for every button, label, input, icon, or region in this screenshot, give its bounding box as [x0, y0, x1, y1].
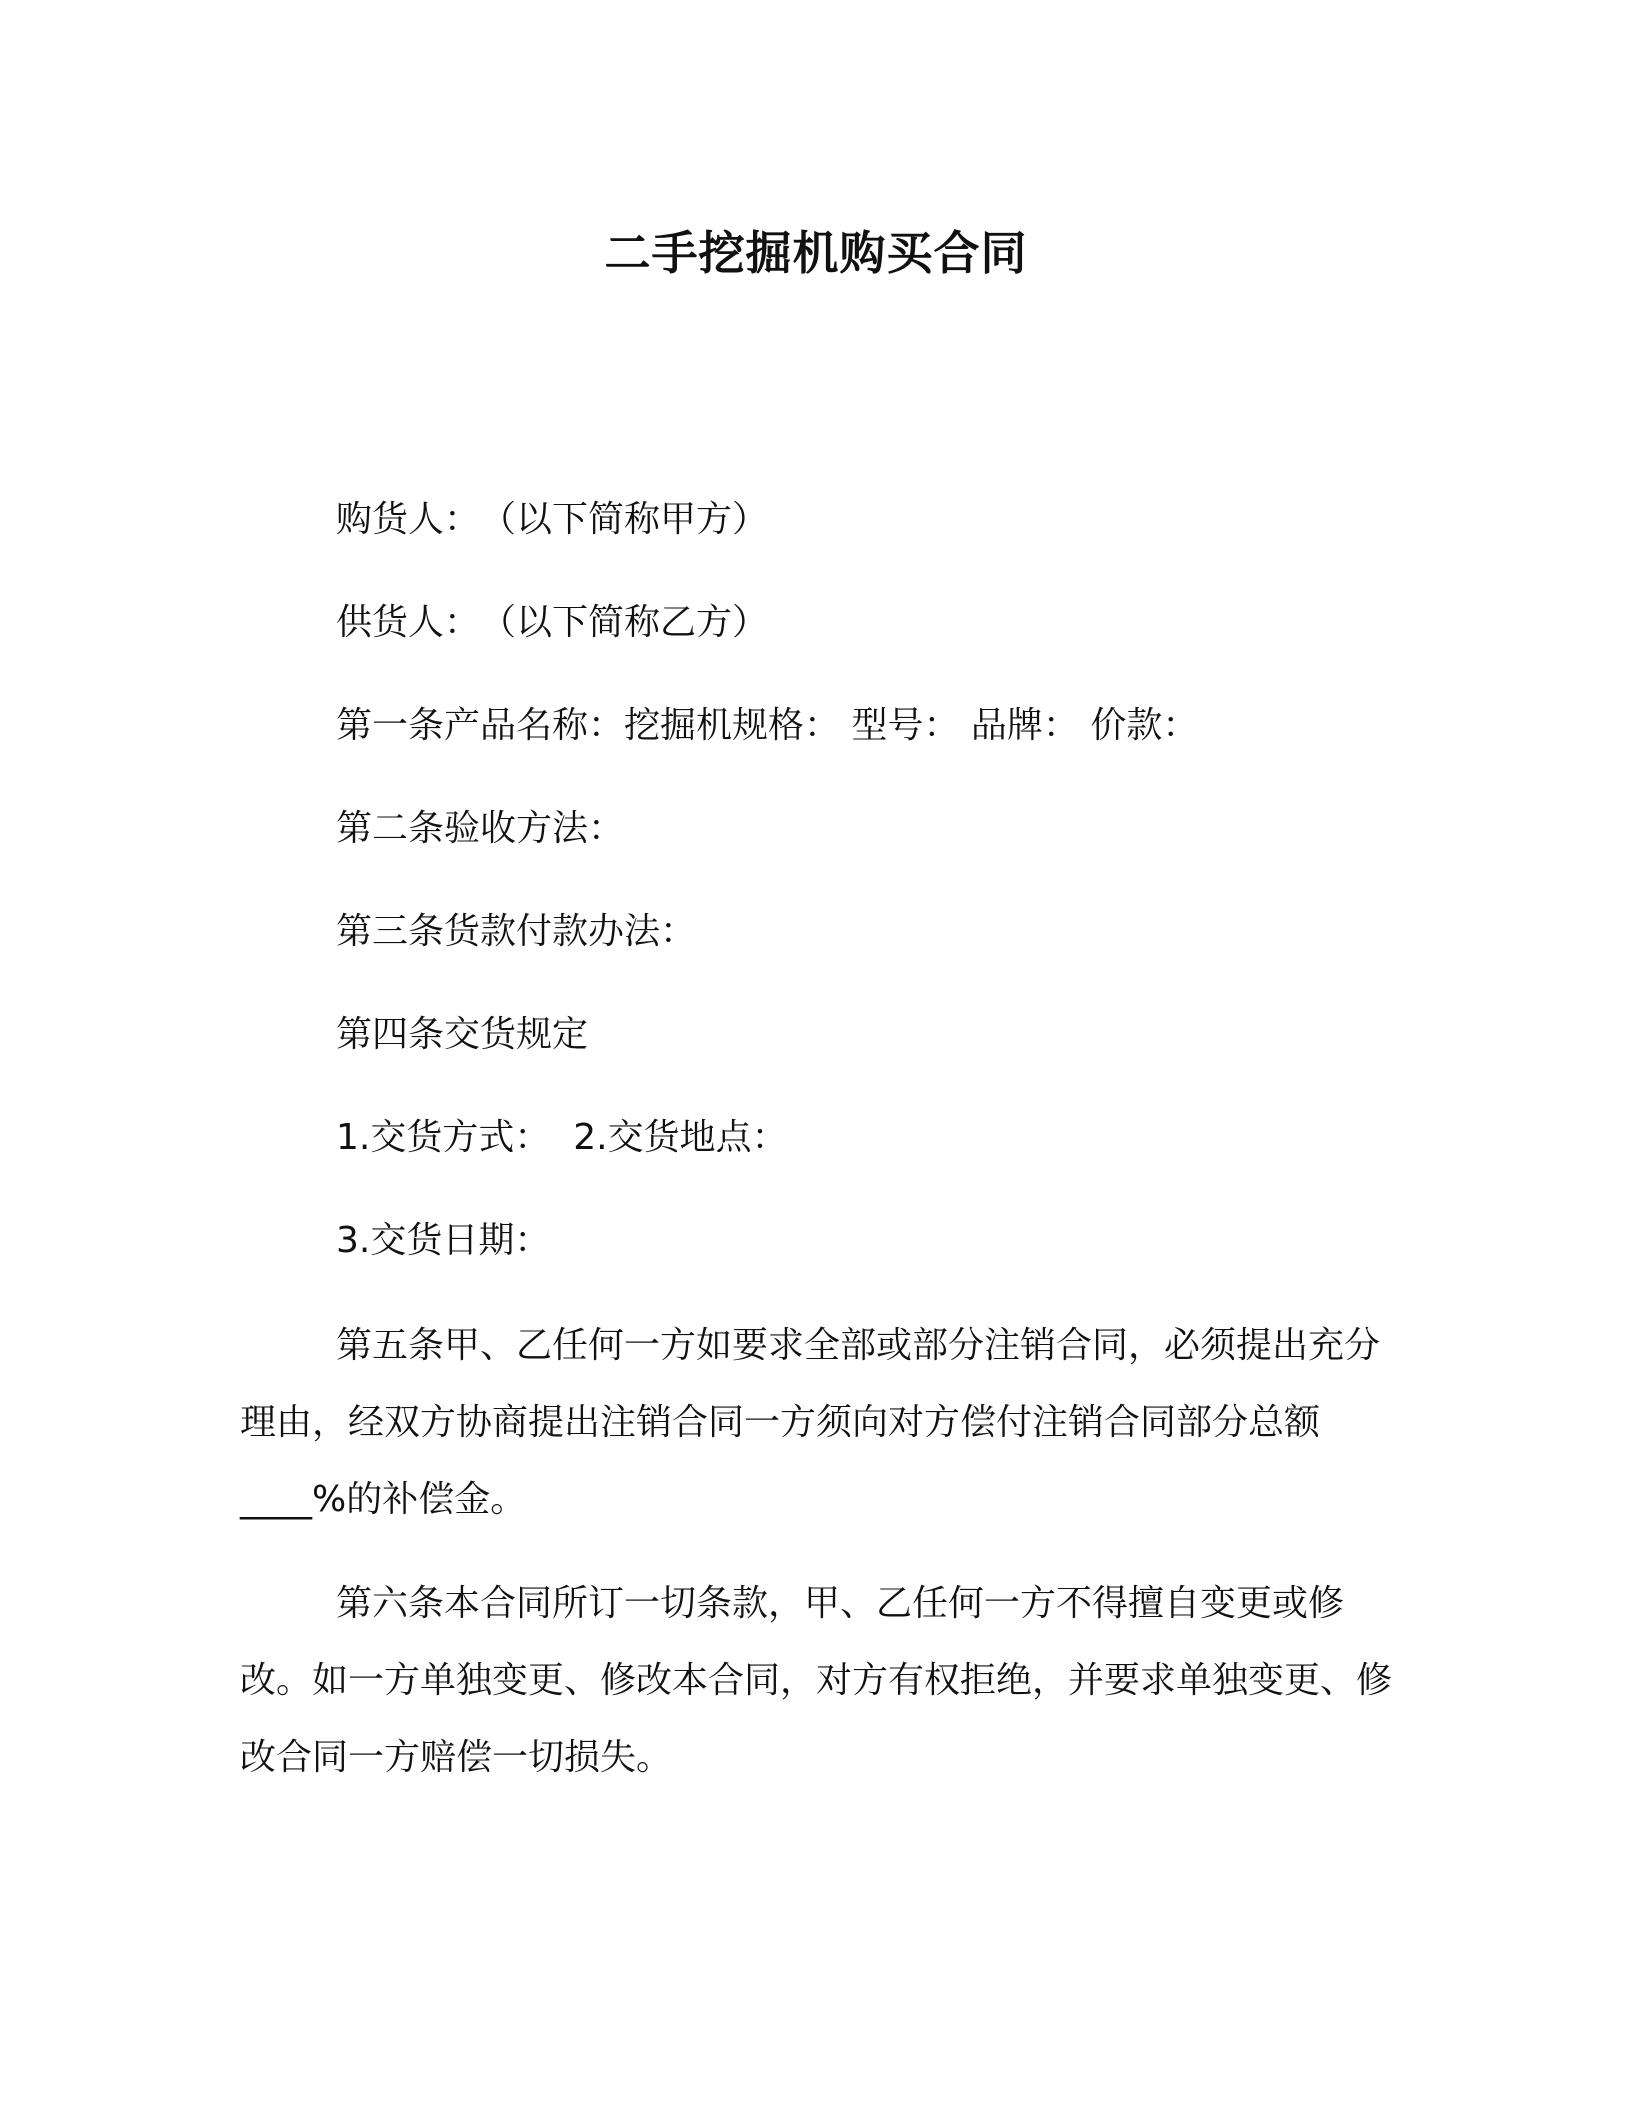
article-3-line: 第三条货款付款办法：: [336, 911, 697, 952]
article-1-line: 第一条产品名称：挖掘机规格： 型号： 品牌： 价款：: [336, 705, 1199, 746]
article-2-line: 第二条验收方法：: [336, 808, 625, 849]
buyer-line: 购货人： （以下简称甲方）: [336, 499, 769, 540]
supplier-line: 供货人： （以下简称乙方）: [336, 602, 769, 643]
article-4-line: 第四条交货规定: [336, 1014, 589, 1055]
delivery-date-line: 3.交货日期：: [336, 1220, 551, 1261]
article-6-paragraph: 第六条本合同所订一切条款，甲、乙任何一方不得擅自变更或修改。如一方单独变更、修改本合同，对方有权拒绝，并要求单独变更、修改合同一方赔偿一切损失。: [240, 1583, 1393, 1778]
document-title: 二手挖掘机购买合同: [604, 226, 1028, 280]
delivery-method-line: 1.交货方式： 2.交货地点：: [336, 1117, 788, 1158]
article-5-paragraph: 第五条甲、乙任何一方如要求全部或部分注销合同，必须提出充分理由，经双方协商提出注销合同一方须向对方偿付注销合同部分总额____%的补偿金。: [240, 1325, 1381, 1520]
